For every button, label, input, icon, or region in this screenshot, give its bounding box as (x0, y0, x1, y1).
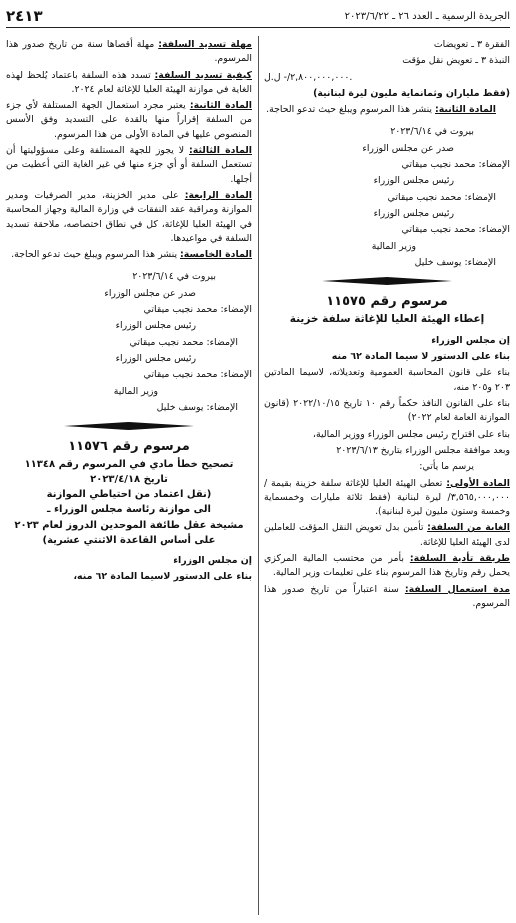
sig-pm-2: الإمضاء: محمد نجيب ميقاتي (387, 191, 496, 203)
item-line-2: النبذة ٣ ـ تعويض نقل مؤقت (402, 55, 510, 67)
sig-pm-1: الإمضاء: محمد نجيب ميقاتي (401, 159, 510, 171)
journal-issue-header: الجريدة الرسمية ـ العدد ٢٦ ـ ٢٠٢٣/٦/٢٢ (344, 10, 510, 22)
basis-constitution-left: بناء على الدستور لاسيما المادة ٦٢ منه، (73, 571, 252, 583)
l-sig-finance: الإمضاء: يوسف خليل (156, 401, 238, 413)
sig-pm-3: الإمضاء: محمد نجيب ميقاتي (401, 224, 510, 236)
council-heading-right: إن مجلس الوزراء (431, 334, 510, 346)
decrees-line: يرسم ما يأتي: (419, 461, 474, 473)
left-column (6, 38, 252, 587)
amount-line: ٢,٨٠٠,٠٠٠,٠٠٠/- ل.ل. (264, 71, 353, 83)
article-2-left: المادة الثانية: يعتبر مجرد استعمال الجهة المستلفة لأي جزء من السلفة إقراراً منها بالقدة على التسديد وفق الأسس المنصوص عليها في المادة الأولى من هذا المرسوم. (6, 100, 252, 140)
correction-title-6: على أساس القاعدة الاثنتي عشرية) (42, 534, 216, 546)
l-sig-pm-3: الإمضاء: محمد نجيب ميقاتي (143, 369, 252, 381)
decree-11576-title: مرسوم رقم ١١٥٧٦ (68, 439, 190, 455)
basis-constitution-right: بناء على الدستور لا سيما المادة ٦٢ منه (331, 351, 510, 363)
correction-title-5: مشيخة عقل طائفة الموحدين الدروز لعام ٢٠٢٣ (14, 519, 244, 531)
sig-pm-title-1: رئيس مجلس الوزراء (373, 175, 454, 187)
advance-repayment-period: مهلة تسديد السلفة: مهلة أقصاها سنة من تاريخ صدور هذا المرسوم. (6, 39, 252, 65)
article-3: المادة الثالثة: لا يجوز للجهة المستلفة وعلى مسؤوليتها أن تستعمل السلفة أو أي جزء منها في غير الغاية التي أعطيت من أجلها. (6, 145, 252, 185)
sig-finance: الإمضاء: يوسف خليل (414, 256, 496, 268)
basis-3: بناء على اقتراح رئيس مجلس الوزراء ووزير المالية، (312, 428, 510, 440)
article-5: المادة الخامسة: ينشر هذا المرسوم ويبلغ حيث تدعو الحاجة. (11, 249, 252, 261)
basis-4: وبعد موافقة مجلس الوزراء بتاريخ ٢٠٢٣/٦/١٣ (336, 444, 510, 456)
article-4: المادة الرابعة: على مدير الخزينة، مدير الصرفيات ومدير الموازنة ومراقبة عقد النفقات في وزارة المالية وجهاز المحاسبة في الهيئة العليا للإغاثة، كل في نطاق اختصاصه، ملاحقة تسديد السلفة في مواعيدها. (6, 189, 252, 244)
l-sig-pm-title-1: رئيس مجلس الوزراء (115, 320, 196, 332)
advance-repayment-method: كيفية تسديد السلفة: تسدد هذه السلفة باعتماد يُلحظ لهذه الغاية في موازنة الهيئة العليا للإغاثة لعام ٢٠٢٤. (6, 69, 253, 95)
page-number: ٢٤١٣ (6, 7, 43, 26)
l-sig-pm-1: الإمضاء: محمد نجيب ميقاتي (143, 304, 252, 316)
item-line-1: الفقرة ٣ ـ تعويضات (433, 39, 510, 50)
advance-payment-method: طريقة تأدية السلفة: بأمر من محتسب المالية المركزي يحمل رقم وتاريخ هذا المرسوم بناء على تعليمات وزير المالية. (264, 553, 510, 579)
basis-1: بناء على قانون المحاسبة العمومية وتعديلاته، لاسيما المادتين ٢٠٣ و٢٠٥ منه، (264, 367, 510, 393)
article-1: المادة الأولى: تعطى الهيئة العليا للإغاثة سلفة خزينة بقيمة /٣,٥٦٥,٠٠٠,٠٠٠/ ليرة لبنانية (فقط ثلاثة مليارات وخمسماية وخمسة وستون مليون ليرة لبنانية). (264, 477, 510, 518)
date-left: بيروت في ٢٠٢٣/٦/١٤ (132, 271, 216, 283)
section-divider-right (264, 276, 510, 286)
advance-purpose: الغاية من السلفة: تأمين بدل تعويض النقل المؤقت للعاملين لدى الهيئة العليا للإغاثة. (264, 522, 510, 548)
l-sig-pm-2: الإمضاء: محمد نجيب ميقاتي (129, 336, 238, 348)
page-header (6, 6, 510, 28)
basis-2: بناء على القانون النافذ حكماً رقم ١٠ تاريخ ٢٠٢٢/١٠/١٥ (قانون الموازنة العامة لعام ٢٠٢٢) (264, 398, 510, 424)
l-sig-finance-title: وزير المالية (113, 385, 158, 397)
section-divider-left (6, 421, 252, 431)
decree-11575-title: مرسوم رقم ١١٥٧٥ (326, 294, 448, 310)
decree-11575-subject: إعطاء الهيئة العليا للإغاثة سلفة خزينة (289, 312, 485, 325)
sig-issued: صدر عن مجلس الوزراء (362, 142, 454, 154)
right-column (264, 38, 510, 613)
correction-title-2: تاريخ ٢٠٢٣/٤/١٨ (90, 474, 168, 486)
sig-finance-title: وزير المالية (371, 240, 416, 252)
correction-title-4: الى موازنة رئاسة مجلس الوزراء ـ (47, 504, 211, 516)
correction-title-3: (نقل اعتماد من احتياطي الموازنة (46, 489, 212, 501)
sig-pm-title-2: رئيس مجلس الوزراء (373, 207, 454, 219)
council-heading-left: إن مجلس الوزراء (173, 555, 252, 566)
l-sig-pm-title-2: رئيس مجلس الوزراء (115, 352, 196, 364)
advance-usage-period: مدة استعمال السلفة: سنة اعتباراً من تاريخ صدور هذا المرسوم. (264, 583, 511, 609)
column-divider (258, 36, 259, 915)
correction-title-1: تصحيح خطأ مادي في المرسوم رقم ١١٣٤٨ (24, 458, 234, 470)
article-2-right: المادة الثانية: ينشر هذا المرسوم ويبلغ حيث تدعو الحاجة. (266, 104, 496, 116)
date-right: بيروت في ٢٠٢٣/٦/١٤ (390, 126, 474, 138)
amount-words: (فقط ملياران وثمانماية مليون ليرة لبنانية) (313, 87, 510, 99)
l-sig-issued: صدر عن مجلس الوزراء (104, 287, 196, 299)
